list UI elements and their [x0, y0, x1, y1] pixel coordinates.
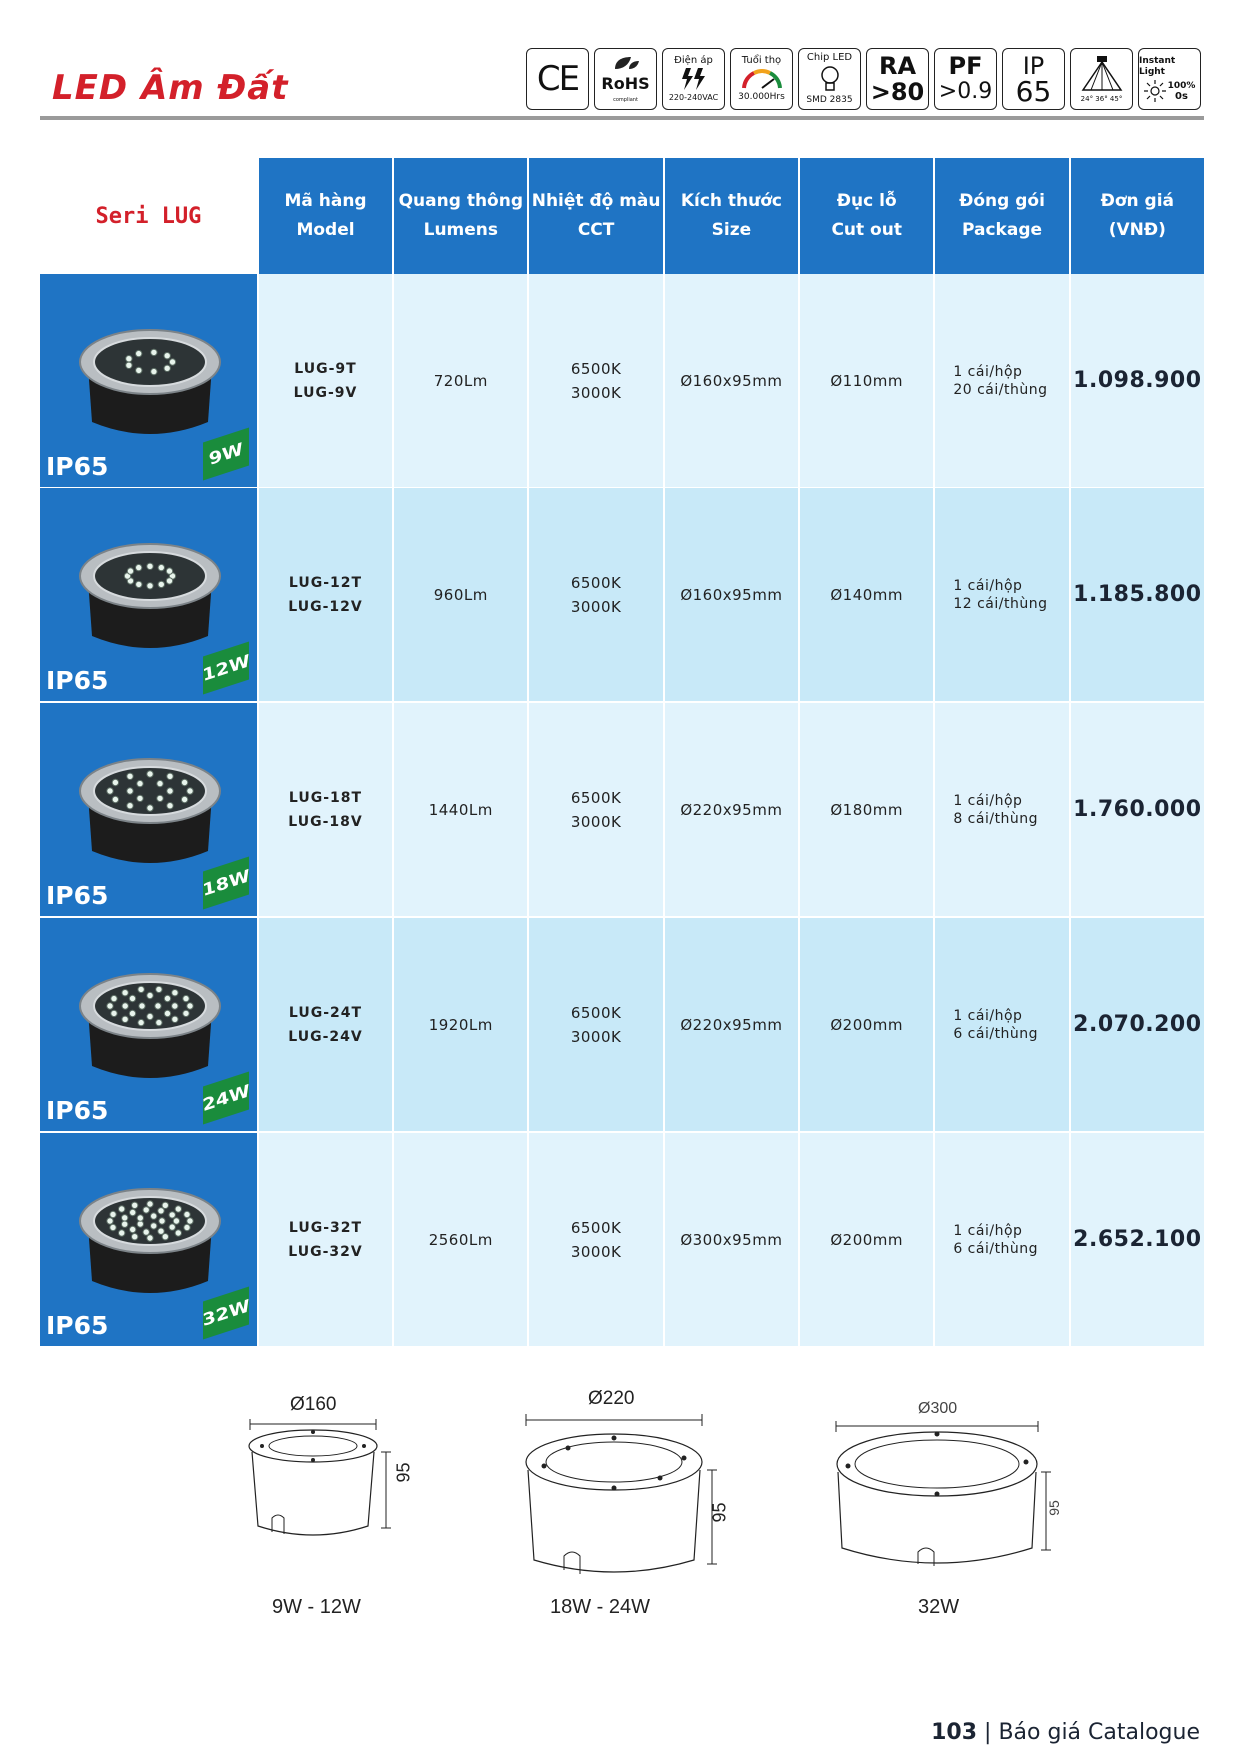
dimension-height: 95 — [1045, 1500, 1062, 1516]
model-code: LUG-9V — [293, 384, 358, 401]
footer-text: Báo giá Catalogue — [998, 1720, 1200, 1745]
size-cell: Ø160x95mm — [665, 488, 798, 702]
cct-value: 3000K — [570, 1027, 622, 1046]
voltage-badge — [662, 48, 725, 110]
model-code: LUG-12V — [288, 598, 363, 615]
bulb-icon — [820, 65, 840, 93]
cct-cell — [529, 703, 662, 917]
cct-cell — [529, 488, 662, 702]
dimension-caption: 9W - 12W — [272, 1596, 361, 1618]
price-table — [40, 158, 1204, 1348]
beam-angle-values: 24° 36° 45° — [1080, 94, 1123, 103]
title-divider — [40, 116, 1204, 120]
voltage-badge-value: 220-240VAC — [668, 93, 719, 102]
header-model-en: Model — [296, 220, 355, 240]
beam-angle-badge — [1070, 48, 1133, 110]
header-package-vi: Đóng gói — [959, 191, 1045, 211]
ip-rating-label: IP65 — [46, 881, 109, 910]
ground-light-fixture-image — [66, 528, 236, 658]
gauge-icon — [740, 68, 784, 90]
cct-cell — [529, 1133, 662, 1347]
rohs-badge-sub: compliant — [613, 97, 638, 103]
header-model — [259, 158, 392, 274]
package-carton: 20 cái/thùng — [953, 381, 1048, 398]
package-box: 1 cái/hộp — [953, 792, 1023, 809]
header-model-vi: Mã hàng — [284, 191, 367, 211]
cct-value: 3000K — [570, 597, 622, 616]
leaf-icon — [611, 55, 641, 71]
size-cell: Ø300x95mm — [665, 1133, 798, 1347]
package-carton: 12 cái/thùng — [953, 595, 1048, 612]
product-image — [40, 918, 257, 1132]
voltage-badge-label: Điện áp — [674, 55, 713, 66]
package-cell — [935, 488, 1068, 702]
price-cell: 1.098.900 — [1071, 274, 1204, 488]
size-cell: Ø220x95mm — [665, 703, 798, 917]
beam-angle-icon — [1077, 54, 1127, 94]
cct-cell — [529, 274, 662, 488]
header-cutout-vi: Đục lỗ — [836, 191, 897, 211]
dimension-diameter: Ø160 — [290, 1394, 337, 1415]
size-cell: Ø160x95mm — [665, 274, 798, 488]
product-image — [40, 703, 257, 917]
cutout-cell: Ø110mm — [800, 274, 933, 488]
model-code: LUG-24T — [288, 1004, 363, 1021]
dimension-diameter: Ø220 — [588, 1388, 635, 1409]
header-lumens-vi: Quang thông — [398, 191, 524, 211]
lumens-cell: 1920Lm — [394, 918, 527, 1132]
chip-badge — [798, 48, 861, 110]
dimension-diameter: Ø300 — [918, 1400, 958, 1417]
ip-badge-title: IP — [1022, 52, 1045, 80]
cutout-cell: Ø200mm — [800, 918, 933, 1132]
package-cell — [935, 274, 1068, 488]
price-cell: 1.760.000 — [1071, 703, 1204, 917]
ground-light-fixture-image — [66, 314, 236, 444]
package-cell — [935, 703, 1068, 917]
cutout-cell: Ø140mm — [800, 488, 933, 702]
page-footer — [931, 1720, 1200, 1745]
cct-value: 3000K — [570, 1242, 622, 1261]
dimension-height: 95 — [393, 1462, 414, 1483]
ip-rating-label: IP65 — [46, 666, 109, 695]
package-carton: 8 cái/thùng — [953, 810, 1039, 827]
model-cell — [259, 1133, 392, 1347]
lifetime-badge-value: 30.000Hrs — [738, 92, 785, 102]
model-code: LUG-12T — [288, 574, 363, 591]
wattage-text: 12W — [198, 651, 253, 685]
instant-light-time: 0s — [1175, 90, 1188, 102]
ra-badge — [866, 48, 929, 110]
ip-rating-label: IP65 — [46, 452, 109, 481]
lumens-cell: 720Lm — [394, 274, 527, 488]
package-box: 1 cái/hộp — [953, 1007, 1023, 1024]
series-label: Seri LUG — [95, 203, 202, 229]
lumens-cell: 2560Lm — [394, 1133, 527, 1347]
table-row — [40, 488, 1204, 703]
table-row — [40, 1133, 1204, 1348]
medium-fixture-drawing — [522, 1412, 732, 1592]
sunburst-icon — [1144, 80, 1166, 102]
pf-badge-value: >0.9 — [938, 79, 993, 104]
header-package-en: Package — [961, 220, 1043, 240]
instant-light-label: Instant Light — [1139, 56, 1176, 77]
ground-light-fixture-image — [66, 1173, 236, 1303]
cct-value: 6500K — [570, 359, 622, 378]
model-code: LUG-9T — [294, 360, 357, 377]
product-image — [40, 1133, 257, 1347]
price-cell: 1.185.800 — [1071, 488, 1204, 702]
ce-badge — [526, 48, 589, 110]
price-cell: 2.652.100 — [1071, 1133, 1204, 1347]
table-row — [40, 918, 1204, 1133]
header-size-vi: Kích thước — [680, 191, 782, 211]
header-cct-vi: Nhiệt độ màu — [531, 191, 661, 211]
dimension-drawings — [0, 1390, 1240, 1620]
model-code: LUG-32V — [288, 1243, 363, 1260]
package-box: 1 cái/hộp — [953, 1222, 1023, 1239]
header-lumens-en: Lumens — [423, 220, 499, 240]
header-price-vi: Đơn giá — [1100, 191, 1175, 211]
chip-badge-label: Chip LED — [806, 52, 853, 63]
lumens-cell: 960Lm — [394, 488, 527, 702]
header-size-en: Size — [711, 220, 752, 240]
package-carton: 6 cái/thùng — [953, 1240, 1039, 1257]
lifetime-badge — [730, 48, 793, 110]
package-cell — [935, 918, 1068, 1132]
model-code: LUG-32T — [288, 1219, 363, 1236]
header-price-en: (VNĐ) — [1108, 220, 1166, 240]
cct-cell — [529, 918, 662, 1132]
ip-badge — [1002, 48, 1065, 110]
wattage-text: 24W — [198, 1081, 253, 1115]
dimension-height: 95 — [709, 1502, 730, 1523]
model-code: LUG-18V — [288, 813, 363, 830]
pf-badge — [934, 48, 997, 110]
pf-badge-title: PF — [948, 52, 983, 80]
table-body — [40, 274, 1204, 1348]
instant-light-badge — [1138, 48, 1201, 110]
model-cell — [259, 703, 392, 917]
wattage-text: 32W — [198, 1296, 253, 1330]
ground-light-fixture-image — [66, 743, 236, 873]
package-box: 1 cái/hộp — [953, 577, 1023, 594]
package-cell — [935, 1133, 1068, 1347]
small-fixture-drawing — [230, 1418, 410, 1548]
model-cell — [259, 488, 392, 702]
header-cct-en: CCT — [577, 220, 615, 240]
dimension-caption: 18W - 24W — [550, 1596, 651, 1618]
cutout-cell: Ø200mm — [800, 1133, 933, 1347]
page-number: 103 — [931, 1720, 978, 1745]
cct-value: 3000K — [570, 383, 622, 402]
lifetime-badge-label: Tuổi thọ — [741, 55, 782, 66]
header-cutout-en: Cut out — [831, 220, 902, 240]
package-box: 1 cái/hộp — [953, 363, 1023, 380]
rohs-badge — [594, 48, 657, 110]
product-image — [40, 274, 257, 488]
cct-value: 6500K — [570, 573, 622, 592]
header-cct — [529, 158, 662, 274]
table-header — [40, 158, 1204, 274]
ce-badge-text: CE — [536, 59, 579, 99]
cct-value: 6500K — [570, 788, 622, 807]
header-lumens — [394, 158, 527, 274]
price-cell: 2.070.200 — [1071, 918, 1204, 1132]
ground-light-fixture-image — [66, 958, 236, 1088]
wattage-text: 9W — [205, 439, 247, 469]
cutout-cell: Ø180mm — [800, 703, 933, 917]
header-price — [1071, 158, 1204, 274]
ra-badge-value: >80 — [870, 78, 925, 106]
rohs-badge-text: RoHS — [601, 74, 650, 93]
large-fixture-drawing — [832, 1420, 1072, 1600]
cct-value: 6500K — [570, 1003, 622, 1022]
ip-badge-value: 65 — [1015, 75, 1052, 108]
lumens-cell: 1440Lm — [394, 703, 527, 917]
page-title: LED Âm Đất — [52, 68, 289, 108]
ip-rating-label: IP65 — [46, 1311, 109, 1340]
size-cell: Ø220x95mm — [665, 918, 798, 1132]
package-carton: 6 cái/thùng — [953, 1025, 1039, 1042]
lightning-icon — [680, 68, 708, 90]
dimension-caption: 32W — [918, 1596, 960, 1618]
model-cell — [259, 918, 392, 1132]
cct-value: 6500K — [570, 1218, 622, 1237]
ra-badge-title: RA — [878, 52, 917, 80]
header-size — [665, 158, 798, 274]
ip-rating-label: IP65 — [46, 1096, 109, 1125]
certification-badges — [526, 48, 1201, 110]
wattage-text: 18W — [198, 866, 253, 900]
table-row — [40, 274, 1204, 488]
cct-value: 3000K — [570, 812, 622, 831]
model-code: LUG-18T — [288, 789, 363, 806]
model-code: LUG-24V — [288, 1028, 363, 1045]
chip-badge-value: SMD 2835 — [806, 95, 853, 105]
header-package — [935, 158, 1068, 274]
table-row — [40, 703, 1204, 918]
product-image — [40, 488, 257, 702]
header-cutout — [800, 158, 933, 274]
model-cell — [259, 274, 392, 488]
instant-light-percent: 100% — [1167, 80, 1196, 91]
footer-separator: | — [984, 1720, 992, 1745]
